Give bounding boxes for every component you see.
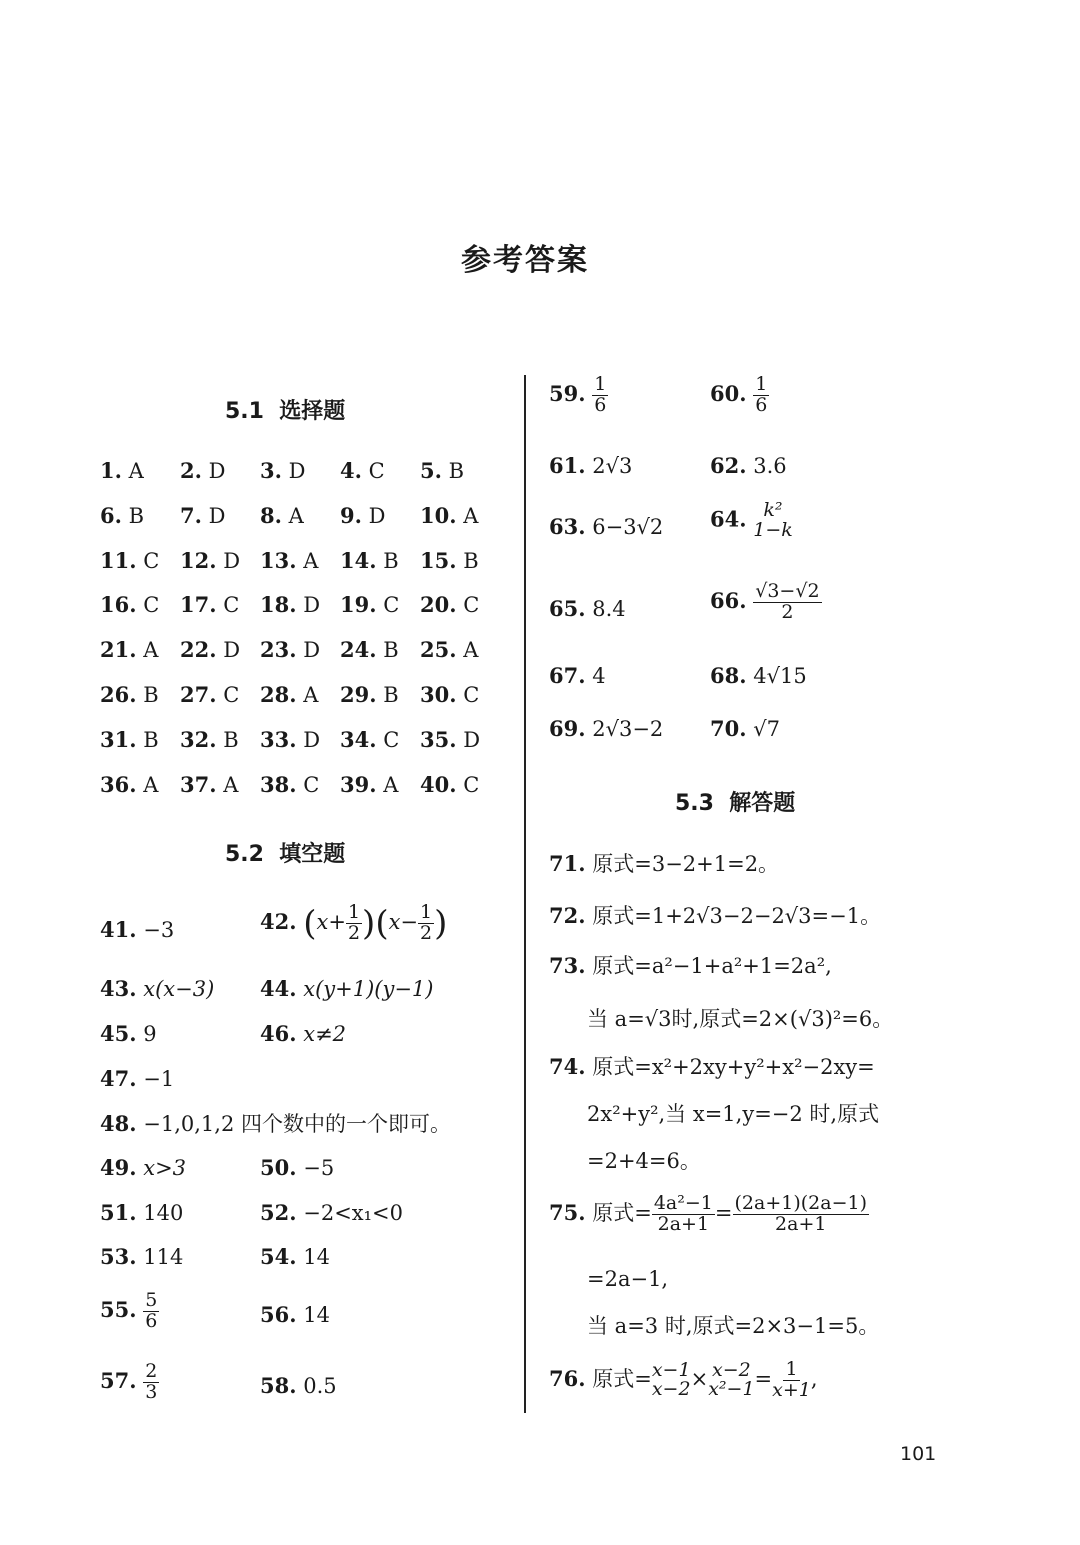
choice-answer: 17. C xyxy=(180,592,240,618)
answer-51: 51. 140 xyxy=(100,1200,184,1225)
answer-55: 55. $\frac{5}{6}$ xyxy=(100,1289,158,1332)
answer-49: 49. x>3 xyxy=(100,1155,187,1180)
choice-row xyxy=(100,458,500,503)
answer-43: 43. x(x−3) xyxy=(100,976,215,1001)
choice-answer: 40. C xyxy=(420,771,480,797)
solution-72: 72. 原式=1+2√3−2−2√3=−1。 xyxy=(549,903,882,928)
choice-answer: 15. B xyxy=(420,547,479,573)
choice-row xyxy=(100,727,500,772)
choice-answer: 29. B xyxy=(340,681,399,707)
answer-52: 52. −2<x₁<0 xyxy=(260,1200,404,1225)
answer-66: 66. $\frac{√3-√2}{2}$ xyxy=(710,580,820,623)
choice-answer: 10. A xyxy=(420,502,479,528)
section-heading-choice: 5.1 选择题 xyxy=(225,399,346,424)
choice-answer: 32. B xyxy=(180,726,239,752)
answer-45: 45. 9 xyxy=(100,1021,157,1046)
answer-58: 58. 0.5 xyxy=(260,1373,337,1398)
choice-row xyxy=(100,592,500,637)
choice-answer: 20. C xyxy=(420,592,480,618)
choice-answer: 22. D xyxy=(180,637,241,663)
choice-answer: 39. A xyxy=(340,771,399,797)
answer-50: 50. −5 xyxy=(260,1155,335,1180)
choice-answer: 7. D xyxy=(180,502,226,528)
choice-answer: 3. D xyxy=(260,458,306,483)
answer-67: 67. 4 xyxy=(549,663,606,688)
answer-48: 48. −1,0,1,2 四个数中的一个即可。 xyxy=(100,1111,451,1136)
answer-63: 63. 6−3√2 xyxy=(549,514,664,539)
answer-56: 56. 14 xyxy=(260,1302,330,1327)
choice-answer: 34. C xyxy=(340,726,400,752)
choice-answer: 8. A xyxy=(260,502,304,528)
solution-74-line2: 2x²+y²,当 x=1,y=−2 时,原式 xyxy=(587,1102,880,1126)
answer-61: 61. 2√3 xyxy=(549,453,633,478)
page-title: 参考答案 xyxy=(461,243,589,278)
answer-41: 41. −3 xyxy=(100,917,175,942)
choice-answer: 24. B xyxy=(340,637,399,663)
answer-62: 62. 3.6 xyxy=(710,453,787,478)
choice-answer: 6. B xyxy=(100,502,145,528)
solution-76: 76. 原式= x−1 x−2 × x−2 x²−1 = $\frac{1}{x+1}$ , xyxy=(549,1358,818,1401)
answer-44: 44. x(y+1)(y−1) xyxy=(260,976,434,1001)
choice-answer: 26. B xyxy=(100,681,159,707)
choice-answer: 30. C xyxy=(420,681,480,707)
answer-69: 69. 2√3−2 xyxy=(549,716,664,741)
choice-row xyxy=(100,772,500,817)
solution-75-line2: =2a−1, xyxy=(587,1267,669,1291)
answer-64: 64. k² 1−k xyxy=(710,499,793,541)
section-heading-solve: 5.3 解答题 xyxy=(675,791,796,816)
solution-75: 75. 原式= $\frac{\text{4a²−1}}{2a+1}$ = $\frac{(2a+1)(2a-1)}{2a+1}$ xyxy=(549,1192,867,1235)
solution-73-line2: 当 a=√3时,原式=2×(√3)²=6。 xyxy=(587,1007,894,1031)
answer-54: 54. 14 xyxy=(260,1244,330,1269)
choice-row xyxy=(100,548,500,593)
choice-answer: 35. D xyxy=(420,726,481,752)
choice-answer: 36. A xyxy=(100,771,159,797)
choice-answer: 2. D xyxy=(180,458,226,483)
solution-75-line3: 当 a=3 时,原式=2×3−1=5。 xyxy=(587,1314,880,1338)
choice-answer: 5. B xyxy=(420,458,465,483)
choice-row xyxy=(100,637,500,682)
answer-70: 70. √7 xyxy=(710,716,780,741)
answer-47: 47. −1 xyxy=(100,1066,175,1091)
answer-68: 68. 4√15 xyxy=(710,663,807,688)
choice-row xyxy=(100,503,500,548)
choice-answer: 9. D xyxy=(340,502,386,528)
choice-answer: 14. B xyxy=(340,547,399,573)
page-number: 101 xyxy=(900,1443,937,1465)
choice-answer: 13. A xyxy=(260,547,319,573)
choice-answer: 16. C xyxy=(100,592,160,618)
choice-answer: 21. A xyxy=(100,637,159,663)
solution-74: 74. 原式=x²+2xy+y²+x²−2xy= xyxy=(549,1054,875,1079)
choice-answer: 25. A xyxy=(420,637,479,663)
choice-answer-grid xyxy=(100,458,500,816)
choice-answer: 11. C xyxy=(100,547,160,573)
choice-answer: 12. D xyxy=(180,547,241,573)
choice-answer: 33. D xyxy=(260,726,321,752)
solution-74-line3: =2+4=6。 xyxy=(587,1149,701,1173)
choice-answer: 4. C xyxy=(340,458,385,483)
choice-answer: 1. A xyxy=(100,458,144,483)
section-heading-fill: 5.2 填空题 xyxy=(225,842,346,867)
choice-answer: 23. D xyxy=(260,637,321,663)
choice-answer: 31. B xyxy=(100,726,159,752)
answer-59: 59. $\frac{1}{6}$ xyxy=(549,373,607,416)
choice-row xyxy=(100,682,500,727)
answer-65: 65. 8.4 xyxy=(549,596,626,621)
answer-60: 60. $\frac{1}{6}$ xyxy=(710,373,768,416)
column-divider xyxy=(524,375,526,1413)
answer-57: 57. $\frac{2}{3}$ xyxy=(100,1360,158,1403)
choice-answer: 27. C xyxy=(180,681,240,707)
answer-53: 53. 114 xyxy=(100,1244,184,1269)
choice-answer: 18. D xyxy=(260,592,321,618)
solution-73: 73. 原式=a²−1+a²+1=2a², xyxy=(549,953,832,978)
answer-42: 42. (x+ $\frac{1}{2}$ )(x− $\frac{1}{2}$ ) xyxy=(260,901,448,944)
choice-answer: 37. A xyxy=(180,771,239,797)
answer-46: 46. x≠2 xyxy=(260,1021,347,1046)
choice-answer: 19. C xyxy=(340,592,400,618)
choice-answer: 28. A xyxy=(260,681,319,707)
solution-71: 71. 原式=3−2+1=2。 xyxy=(549,851,780,876)
choice-answer: 38. C xyxy=(260,771,320,797)
